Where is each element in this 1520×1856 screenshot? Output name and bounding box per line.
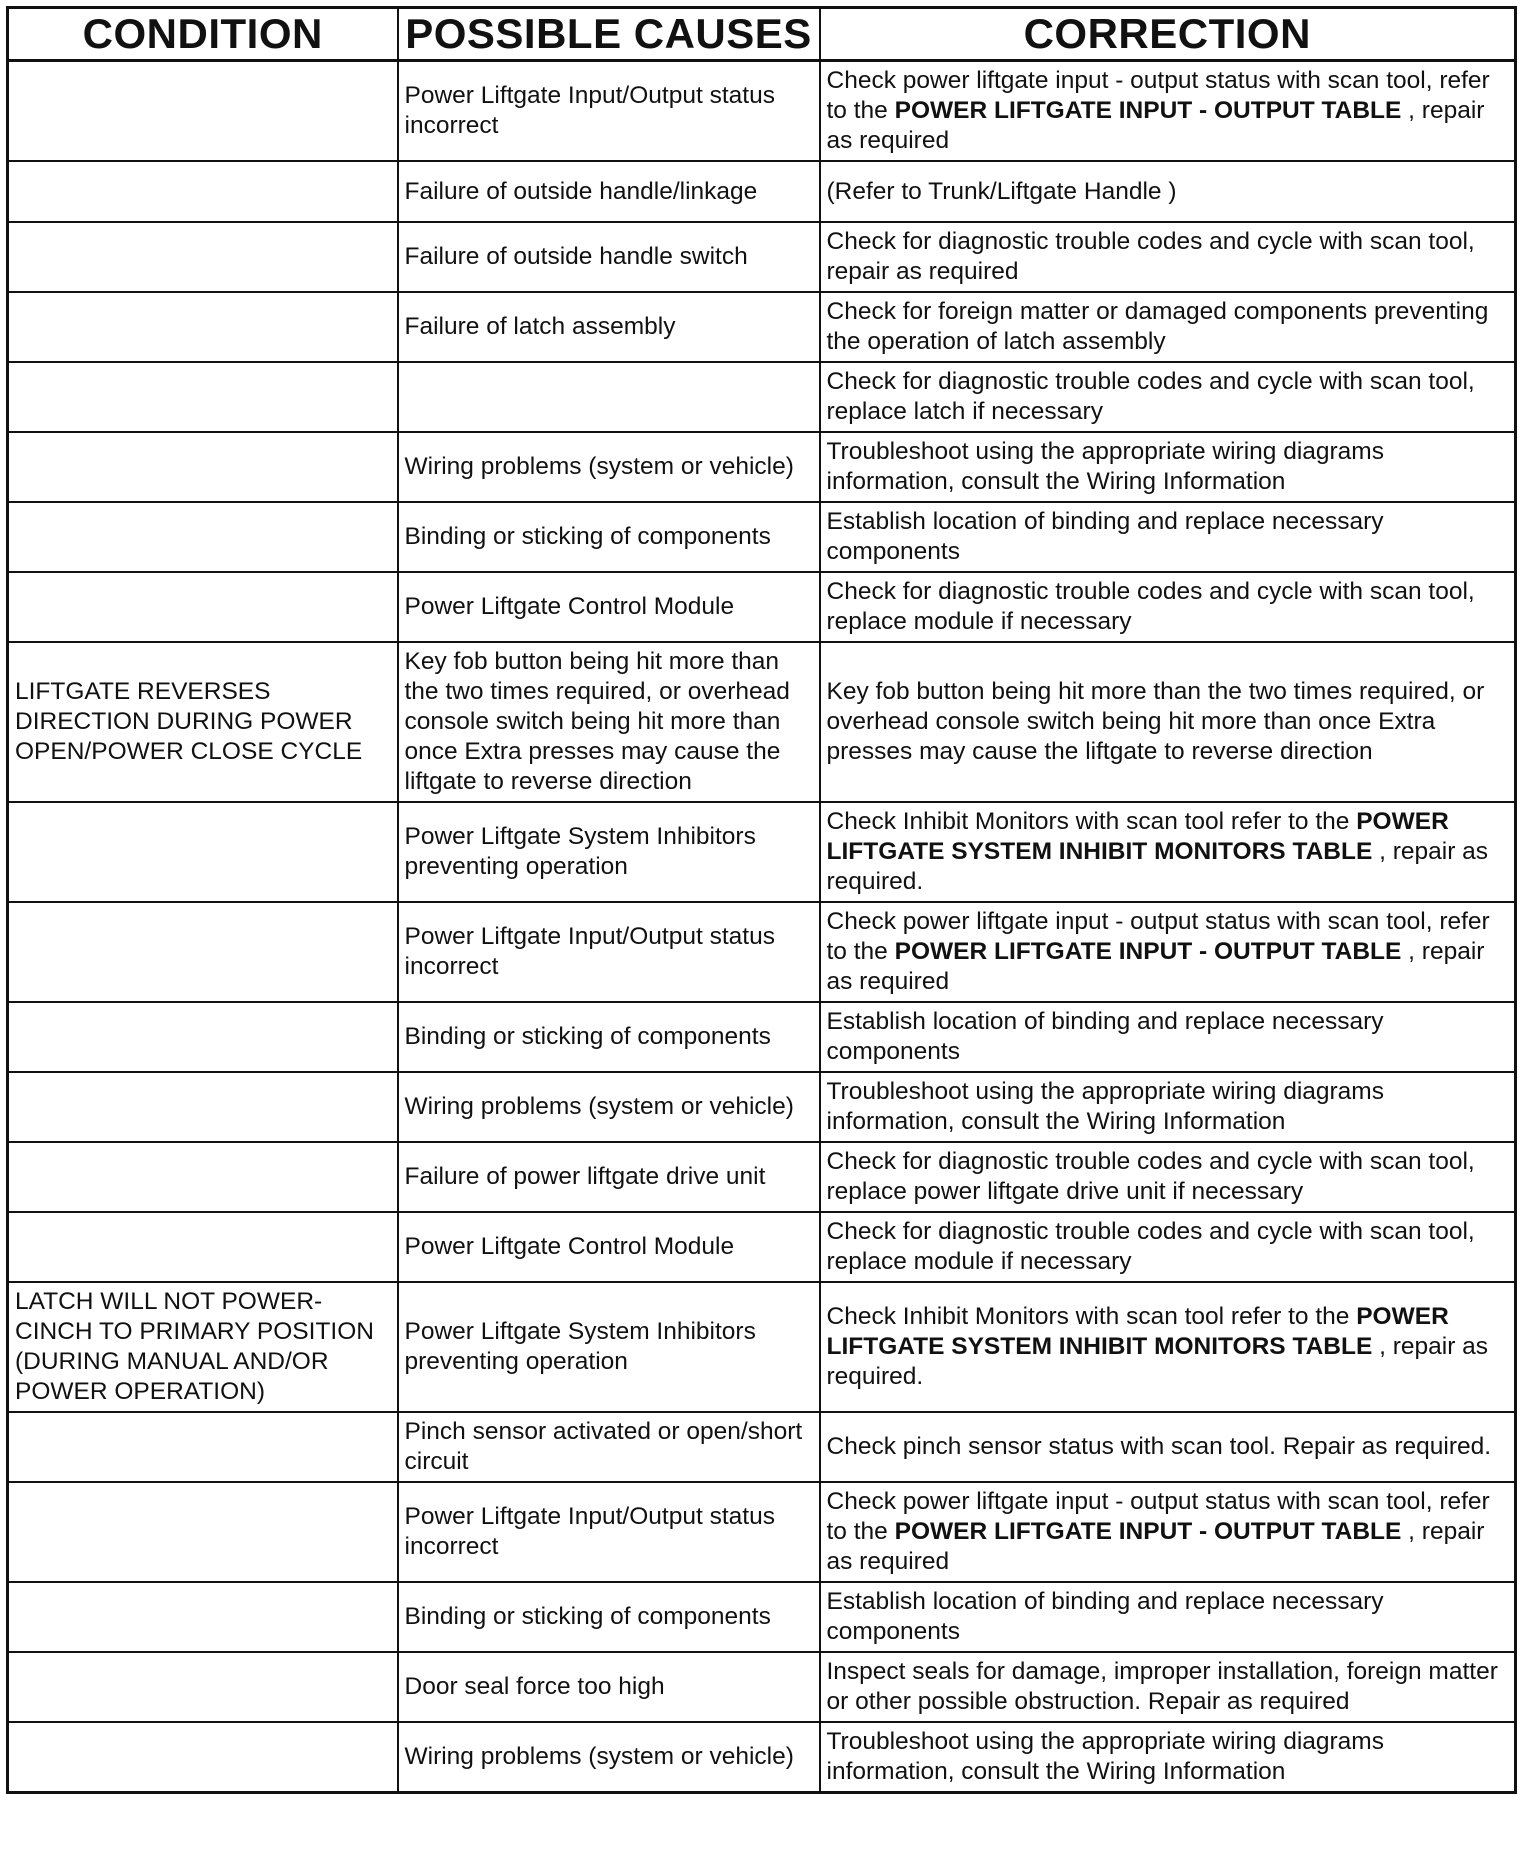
possible-cause-cell <box>398 362 820 432</box>
condition-cell: LIFTGATE REVERSES DIRECTION DURING POWER OPEN/POWER CLOSE CYCLE <box>8 642 398 802</box>
diagnosis-table <box>6 6 1517 1794</box>
correction-text: Troubleshoot using the appropriate wiring diagrams information, consult the Wiring Information <box>826 438 1384 495</box>
correction-text: Establish location of binding and replace necessary components <box>826 1008 1384 1065</box>
condition-cell <box>8 432 398 502</box>
possible-cause-cell: Binding or sticking of components <box>398 502 820 572</box>
possible-cause-cell: Failure of outside handle switch <box>398 222 820 292</box>
correction-text: Check Inhibit Monitors with scan tool refer to the <box>826 1303 1357 1330</box>
correction-text: , repair as required <box>826 938 1485 995</box>
correction-reference-text: POWER LIFTGATE SYSTEM INHIBIT MONITORS TABLE <box>826 1303 1449 1360</box>
correction-cell <box>820 572 1516 642</box>
correction-text: Establish location of binding and replace necessary components <box>826 508 1384 565</box>
condition-cell <box>8 292 398 362</box>
correction-cell <box>820 642 1516 802</box>
correction-cell <box>820 502 1516 572</box>
correction-text: , repair as required. <box>826 1333 1489 1390</box>
table-row <box>8 502 1516 572</box>
possible-cause-cell: Power Liftgate System Inhibitors preventing operation <box>398 802 820 902</box>
correction-text: Check power liftgate input - output status with scan tool, refer to the <box>826 1488 1490 1545</box>
correction-text: Establish location of binding and replace necessary components <box>826 1588 1384 1645</box>
correction-cell <box>820 292 1516 362</box>
correction-text: Check power liftgate input - output status with scan tool, refer to the <box>826 908 1490 965</box>
possible-cause-cell: Binding or sticking of components <box>398 1002 820 1072</box>
correction-header: CORRECTION <box>820 8 1516 61</box>
table-row <box>8 1412 1516 1482</box>
correction-reference-text: POWER LIFTGATE INPUT - OUTPUT TABLE <box>894 1518 1402 1545</box>
possible-cause-cell: Key fob button being hit more than the two times required, or overhead console switch being hit more than once Extra presses may cause the liftgate to reverse direction <box>398 642 820 802</box>
condition-cell <box>8 502 398 572</box>
correction-cell <box>820 802 1516 902</box>
correction-cell <box>820 362 1516 432</box>
condition-cell <box>8 222 398 292</box>
table-row <box>8 1072 1516 1142</box>
condition-cell <box>8 1482 398 1582</box>
table-body <box>8 61 1516 1793</box>
correction-cell <box>820 1072 1516 1142</box>
possible-cause-cell: Failure of power liftgate drive unit <box>398 1142 820 1212</box>
table-row <box>8 222 1516 292</box>
correction-text: Check for diagnostic trouble codes and cycle with scan tool, replace module if necessary <box>826 1218 1475 1275</box>
correction-text: , repair as required. <box>826 838 1489 895</box>
table-row <box>8 161 1516 222</box>
possible-cause-cell: Wiring problems (system or vehicle) <box>398 1722 820 1793</box>
correction-text: Key fob button being hit more than the two times required, or overhead console switch being hit more than once Extra presses may cause the liftgate to reverse direction <box>826 678 1485 765</box>
possible-cause-cell: Power Liftgate Control Module <box>398 1212 820 1282</box>
correction-text: Check for diagnostic trouble codes and cycle with scan tool, replace module if necessary <box>826 578 1475 635</box>
correction-text: Troubleshoot using the appropriate wiring diagrams information, consult the Wiring Information <box>826 1078 1384 1135</box>
possible-cause-cell: Failure of outside handle/linkage <box>398 161 820 222</box>
correction-reference-text: POWER LIFTGATE SYSTEM INHIBIT MONITORS TABLE <box>826 808 1449 865</box>
correction-cell <box>820 1002 1516 1072</box>
correction-reference-text: POWER LIFTGATE INPUT - OUTPUT TABLE <box>894 938 1402 965</box>
correction-text: Check for diagnostic trouble codes and cycle with scan tool, repair as required <box>826 228 1475 285</box>
table-header <box>8 8 1516 61</box>
condition-cell <box>8 1212 398 1282</box>
condition-cell <box>8 1652 398 1722</box>
correction-text: Check power liftgate input - output status with scan tool, refer to the <box>826 67 1490 124</box>
table-row <box>8 572 1516 642</box>
correction-cell <box>820 902 1516 1002</box>
diagnosis-page <box>6 6 1514 1794</box>
possible-cause-cell: Power Liftgate Control Module <box>398 572 820 642</box>
table-row <box>8 362 1516 432</box>
possible-cause-cell: Failure of latch assembly <box>398 292 820 362</box>
possible-cause-cell: Power Liftgate Input/Output status incorrect <box>398 902 820 1002</box>
condition-cell <box>8 1072 398 1142</box>
correction-cell <box>820 1722 1516 1793</box>
condition-cell: LATCH WILL NOT POWER-CINCH TO PRIMARY POSITION (DURING MANUAL AND/OR POWER OPERATION) <box>8 1282 398 1412</box>
table-row <box>8 432 1516 502</box>
correction-text: Check Inhibit Monitors with scan tool refer to the <box>826 808 1357 835</box>
correction-cell <box>820 222 1516 292</box>
possible-cause-cell: Binding or sticking of components <box>398 1582 820 1652</box>
table-row <box>8 1142 1516 1212</box>
correction-text: Check for diagnostic trouble codes and cycle with scan tool, replace latch if necessary <box>826 368 1475 425</box>
table-row <box>8 802 1516 902</box>
condition-cell <box>8 802 398 902</box>
table-row <box>8 292 1516 362</box>
header-row <box>8 8 1516 61</box>
correction-text: Check for diagnostic trouble codes and cycle with scan tool, replace power liftgate drive unit if necessary <box>826 1148 1475 1205</box>
table-row <box>8 1212 1516 1282</box>
condition-cell <box>8 61 398 162</box>
possible-cause-cell: Power Liftgate Input/Output status incorrect <box>398 1482 820 1582</box>
possible-cause-cell: Power Liftgate System Inhibitors preventing operation <box>398 1282 820 1412</box>
table-row <box>8 1282 1516 1412</box>
condition-cell <box>8 572 398 642</box>
correction-cell <box>820 1412 1516 1482</box>
table-row <box>8 1652 1516 1722</box>
condition-cell <box>8 1142 398 1212</box>
table-row <box>8 1482 1516 1582</box>
condition-cell <box>8 1722 398 1793</box>
condition-cell <box>8 1002 398 1072</box>
possible-cause-cell: Power Liftgate Input/Output status incorrect <box>398 61 820 162</box>
condition-cell <box>8 1582 398 1652</box>
correction-text: Inspect seals for damage, improper installation, foreign matter or other possible obstruction. Repair as required <box>826 1658 1498 1715</box>
possible-causes-header: POSSIBLE CAUSES <box>398 8 820 61</box>
correction-reference-text: POWER LIFTGATE INPUT - OUTPUT TABLE <box>894 97 1402 124</box>
possible-cause-cell: Wiring problems (system or vehicle) <box>398 1072 820 1142</box>
table-row <box>8 61 1516 162</box>
condition-cell <box>8 362 398 432</box>
correction-cell <box>820 1652 1516 1722</box>
possible-cause-cell: Wiring problems (system or vehicle) <box>398 432 820 502</box>
condition-header: CONDITION <box>8 8 398 61</box>
correction-cell <box>820 1212 1516 1282</box>
condition-cell <box>8 161 398 222</box>
correction-cell <box>820 1582 1516 1652</box>
table-row <box>8 1722 1516 1793</box>
possible-cause-cell: Pinch sensor activated or open/short circuit <box>398 1412 820 1482</box>
table-row <box>8 1002 1516 1072</box>
correction-cell <box>820 1482 1516 1582</box>
correction-cell <box>820 61 1516 162</box>
table-row <box>8 902 1516 1002</box>
condition-cell <box>8 1412 398 1482</box>
correction-text: Check pinch sensor status with scan tool. Repair as required. <box>826 1433 1492 1460</box>
possible-cause-cell: Door seal force too high <box>398 1652 820 1722</box>
correction-cell <box>820 161 1516 222</box>
correction-cell <box>820 432 1516 502</box>
correction-text: Check for foreign matter or damaged components preventing the operation of latch assembly <box>826 298 1489 355</box>
correction-text: Troubleshoot using the appropriate wiring diagrams information, consult the Wiring Information <box>826 1728 1384 1785</box>
correction-text: , repair as required <box>826 1518 1485 1575</box>
correction-text: (Refer to Trunk/Liftgate Handle ) <box>826 177 1177 205</box>
table-row <box>8 1582 1516 1652</box>
condition-cell <box>8 902 398 1002</box>
correction-cell <box>820 1142 1516 1212</box>
table-row <box>8 642 1516 802</box>
correction-text: , repair as required <box>826 97 1485 154</box>
correction-cell <box>820 1282 1516 1412</box>
